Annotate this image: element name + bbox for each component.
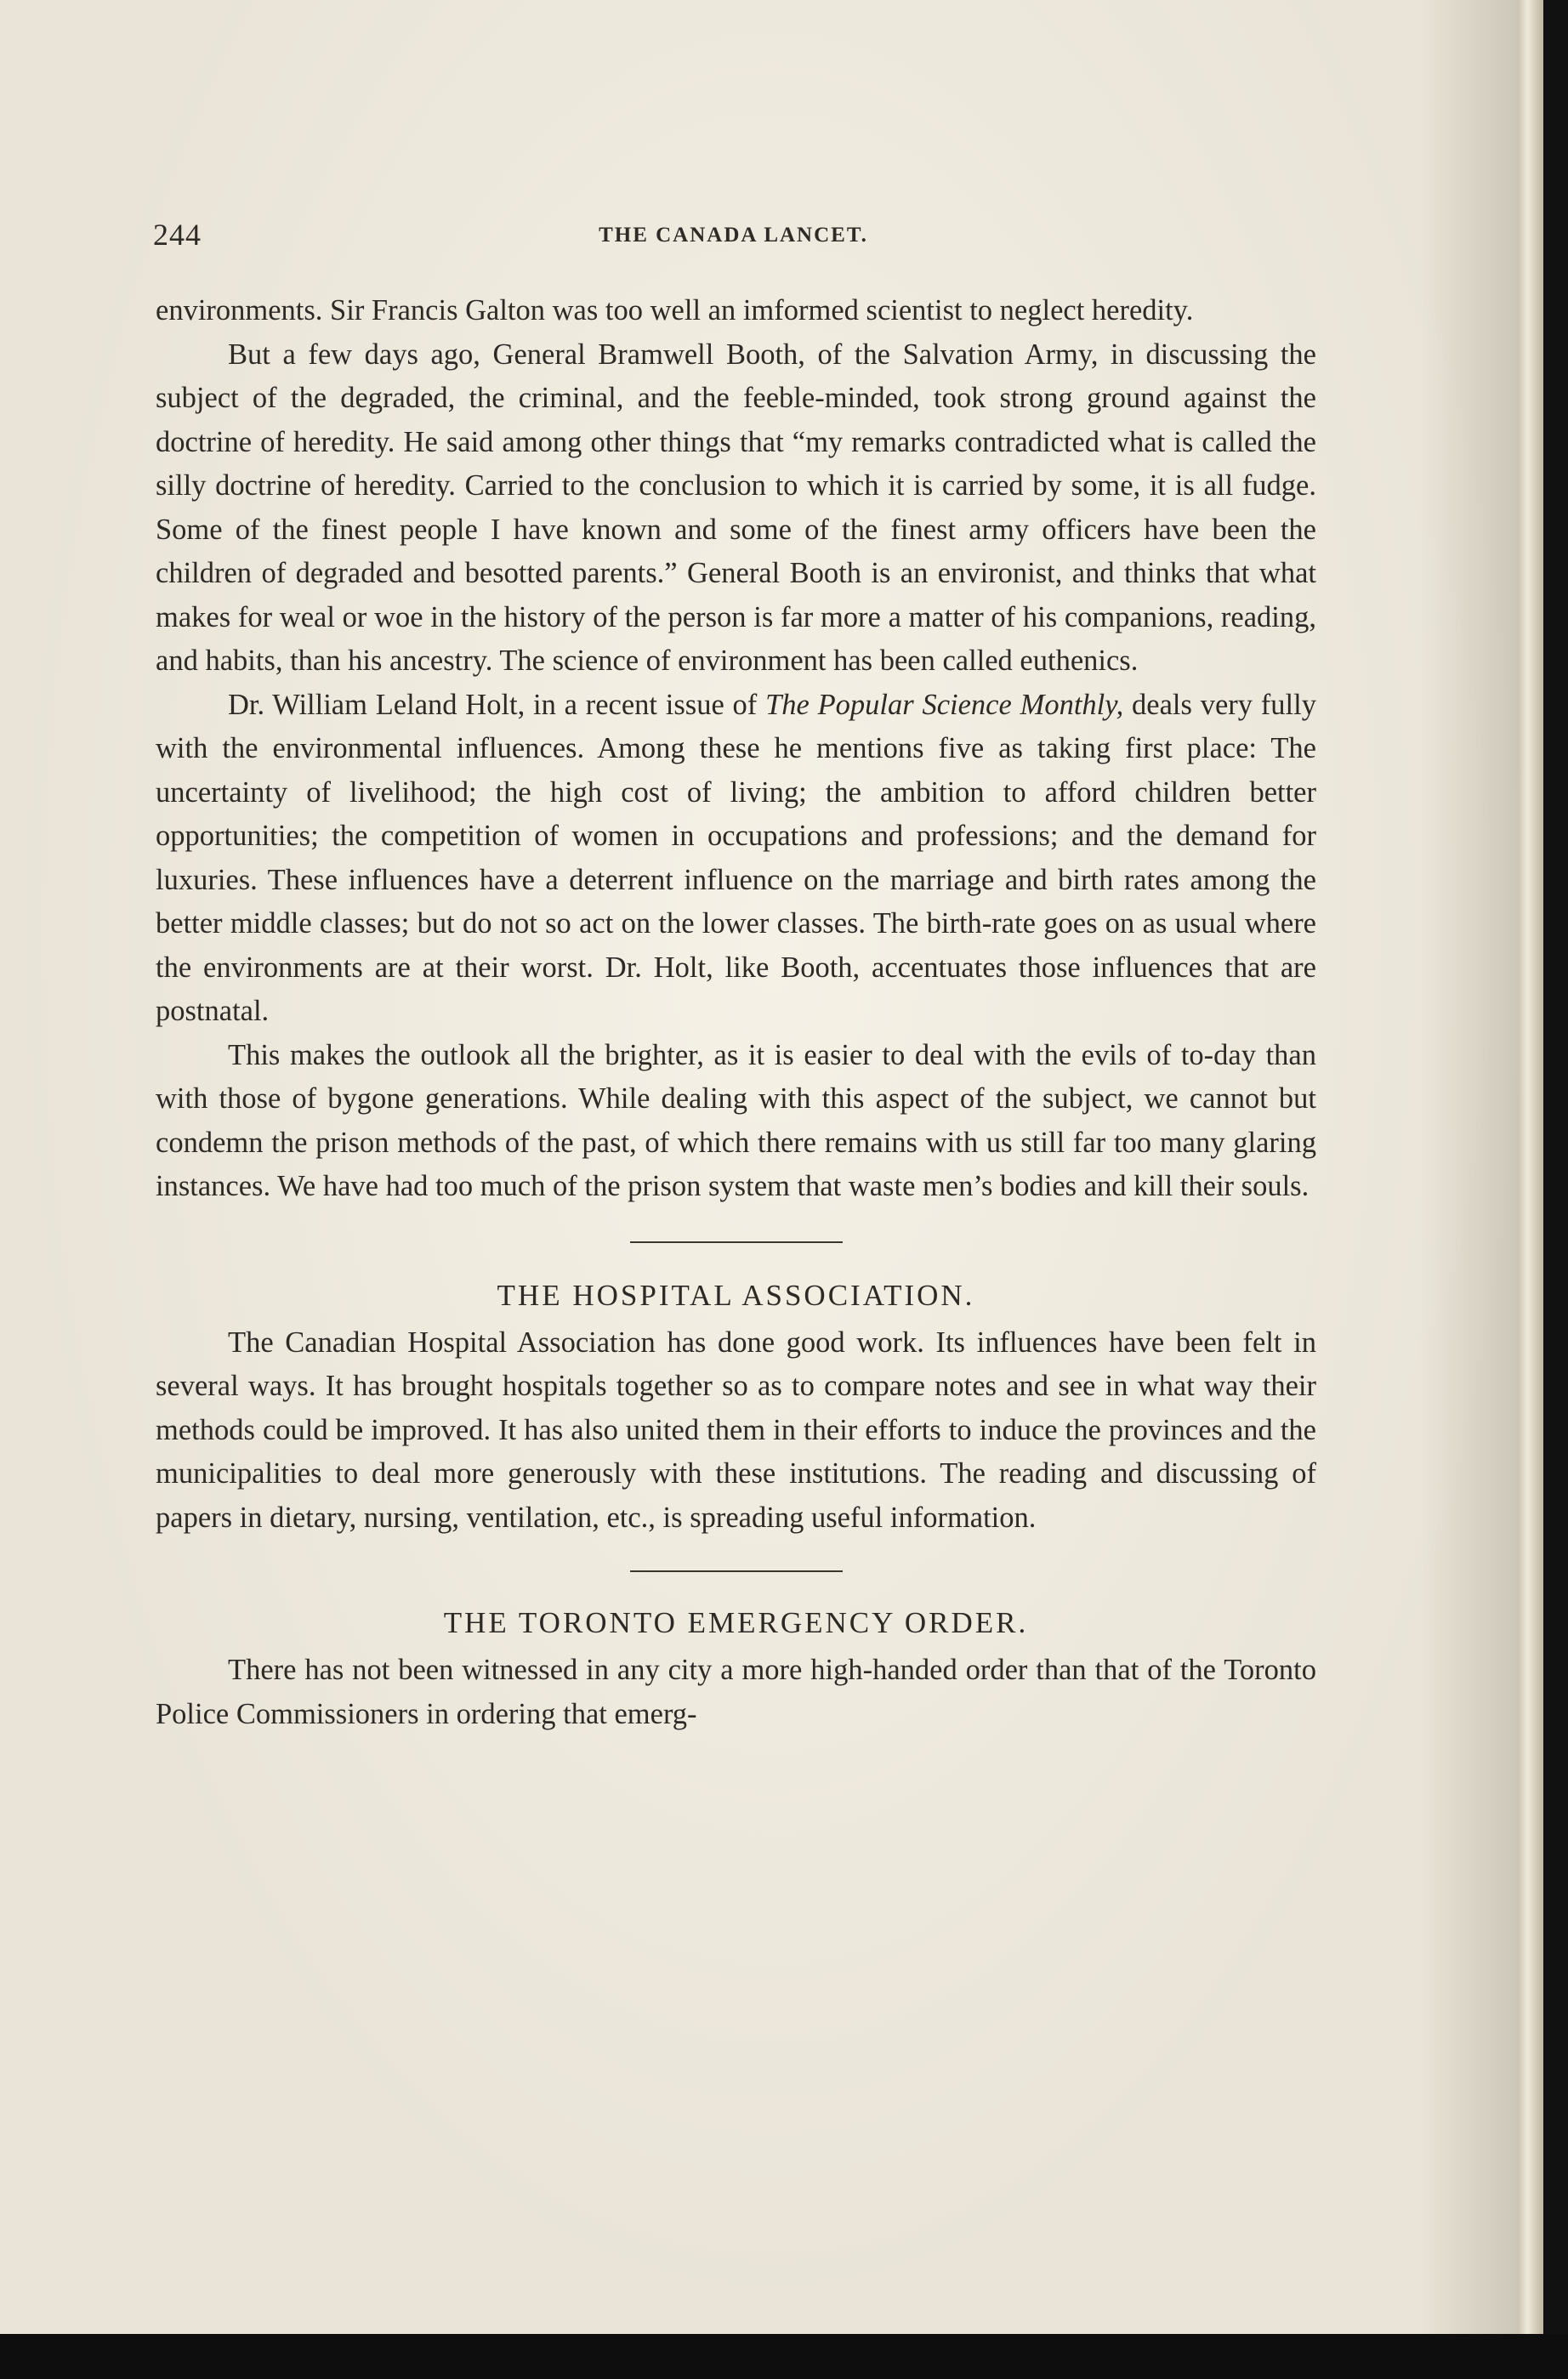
section-divider (630, 1570, 843, 1572)
holt-text-end: deals very fully with the environmental influences. Among these he mentions five as taking first place: The uncertainty of livelihood; the high cost of living; the ambition to afford children better opportunities; the competition of women in occupations and professions; and the demand for luxuries. These influences have a deterrent influence on the marriage and birth rates among the better middle classes; but do not so act on the lower classes. The birth-rate goes on as usual where the environments are at their worst. Dr. Holt, like Booth, accentuates those influences that are postnatal. (156, 688, 1316, 1027)
section-heading-hospital: THE HOSPITAL ASSOCIATION. (497, 1278, 975, 1312)
paragraph-booth: But a few days ago, General Bramwell Booth, of the Salvation Army, in discussing the subject of the degraded, the criminal, and the feeble-minded, took strong ground against the doctrine of heredity. He said among other things that “my remarks contradicted what is called the silly doctrine of heredity. Carried to the conclusion to which it is carried by some, it is all fudge. Some of the finest people I have known and some of the finest army officers have been the children of degraded and besotted parents.” General Booth is an environist, and thinks that what makes for weal or woe in the history of the person is far more a matter of his companions, reading, and habits, than his ancestry. The science of environment has been called euthenics. (156, 338, 1316, 677)
article-body (156, 289, 1316, 1736)
paragraph-outlook: This makes the outlook all the brighter, as it is easier to deal with the evils of to-day than with those of bygone generations. While dealing with this aspect of the subject, we cannot but condemn the prison methods of the past, of which there remains with us still far too many glaring instances. We have had too much of the prison system that waste men’s bodies and kill their souls. (156, 1038, 1316, 1202)
section-divider (630, 1241, 843, 1243)
paragraph-environments: environments. Sir Francis Galton was too well an imformed scientist to neglect heredity. (156, 294, 1194, 326)
page-number: 244 (153, 218, 202, 252)
holt-text-start: Dr. William Leland Holt, in a recent issue of (228, 688, 766, 721)
section-heading-toronto: THE TORONTO EMERGENCY ORDER. (443, 1606, 1029, 1639)
page-spine-edge (1519, 0, 1543, 2334)
paragraph-toronto: There has not been witnessed in any city a more high-handed order than that of the Toronto Police Commissioners in ordering that emerg- (156, 1654, 1316, 1730)
paragraph-hospital: The Canadian Hospital Association has done good work. Its influences have been felt in several ways. It has brought hospitals together so as to compare notes and see in what way their methods could be improved. It has also united them in their efforts to induce the provinces and the municipalities to deal more generously with these institutions. The reading and discussing of papers in dietary, nursing, ventilation, etc., is spreading useful information. (156, 1326, 1316, 1534)
page-header (153, 217, 1314, 259)
journal-title: The Popular Science Monthly, (765, 688, 1124, 721)
paragraph-holt (156, 684, 1316, 1034)
running-title: THE CANADA LANCET. (599, 224, 868, 247)
scan-bottom-edge (0, 2334, 1568, 2379)
